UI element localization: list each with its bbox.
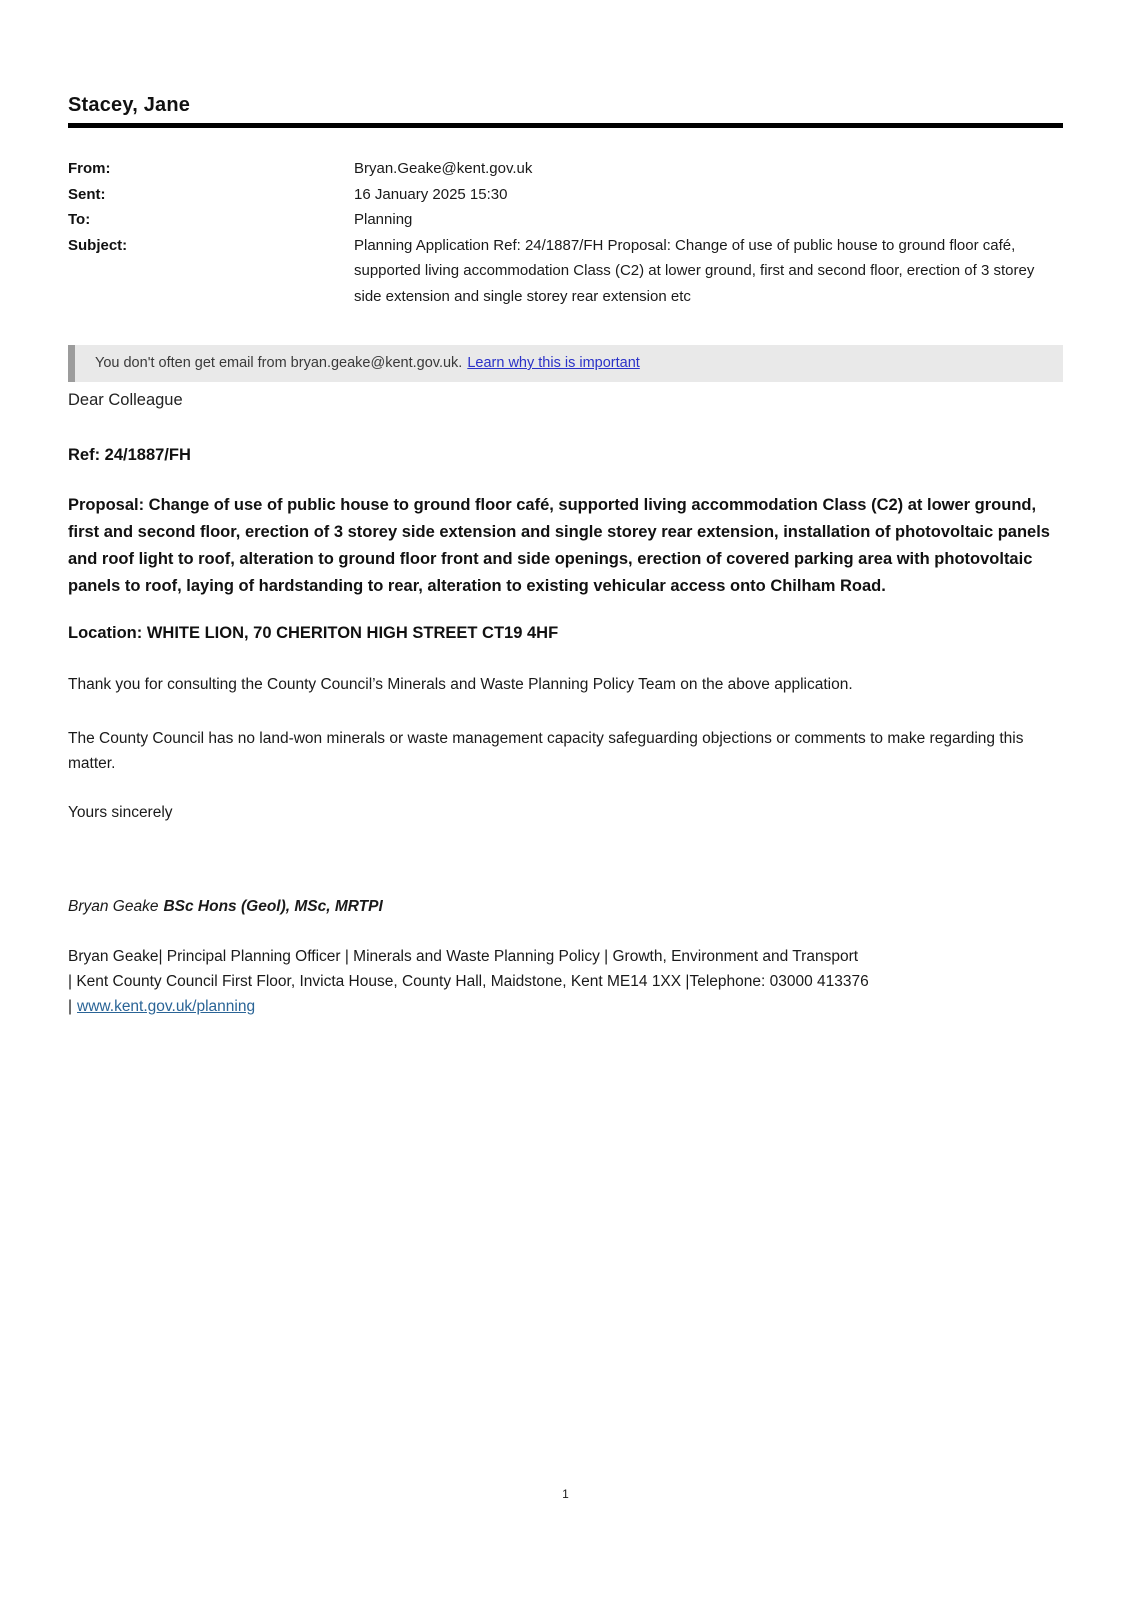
contact-line: | Kent County Council First Floor, Invicta House, County Hall, Maidstone, Kent ME14 1XX |Telephone: 03000 413376: [68, 973, 869, 990]
signature-line: [68, 898, 1063, 916]
to-label: To:: [68, 211, 91, 228]
recipient-title: Stacey, Jane: [68, 94, 191, 116]
from-value: Bryan.Geake@kent.gov.uk: [354, 160, 533, 177]
contact-line: Bryan Geake| Principal Planning Officer | Minerals and Waste Planning Policy | Growth, Environment and Transport: [68, 948, 859, 965]
proposal-paragraph: Proposal: Change of use of public house to ground floor café, supported living accommodation Class (C2) at lower ground, first and second floor, erection of 3 storey side extension and single storey rear extension, installation of photovoltaic panels and roof light to roof, alteration to ground floor front and side openings, erection of covered parking area with photovoltaic panels to roof, laying of hardstanding to rear, alteration to existing vehicular access onto Chilham Road.: [68, 496, 1050, 595]
email-header-fields: [68, 156, 1063, 309]
location-line: Location: WHITE LION, 70 CHERITON HIGH STREET CT19 4HF: [68, 624, 559, 642]
sent-value: 16 January 2025 15:30: [354, 185, 508, 203]
external-sender-banner: [68, 345, 1063, 382]
page-number: 1: [562, 1487, 569, 1501]
subject-row: [68, 233, 1063, 310]
sent-row: [68, 182, 1063, 208]
subject-label: Subject:: [68, 236, 128, 254]
from-row: [68, 156, 1063, 182]
signature-name: Bryan Geake: [68, 898, 159, 915]
learn-why-link[interactable]: Learn why this is important: [467, 355, 640, 371]
consultation-paragraph: Thank you for consulting the County Council’s Minerals and Waste Planning Policy Team on the above application.: [68, 676, 853, 693]
to-row: [68, 207, 1063, 233]
no-objection-paragraph: The County Council has no land-won minerals or waste management capacity safeguarding objections or comments to make regarding this matter.: [68, 730, 1024, 772]
closing-line: Yours sincerely: [68, 804, 173, 821]
to-value: Planning: [354, 211, 413, 228]
contact-line-prefix: |: [68, 998, 73, 1015]
planning-website-link[interactable]: www.kent.gov.uk/planning: [77, 998, 256, 1015]
ref-line: Ref: 24/1887/FH: [68, 446, 191, 464]
sent-label: Sent:: [68, 185, 106, 203]
salutation: Dear Colleague: [68, 391, 183, 409]
subject-value: Planning Application Ref: 24/1887/FH Proposal: Change of use of public house to ground floor café, supported living accommodation Class (C2) at lower ground, first and second floor, erection of 3 storey side extension and single storey rear extension etc: [354, 236, 1035, 305]
banner-text: You don't often get email from bryan.geake@kent.gov.uk.: [95, 355, 463, 371]
header-divider: [68, 123, 1063, 128]
from-label: From:: [68, 160, 111, 177]
signature-credentials: BSc Hons (Geol), MSc, MRTPI: [163, 898, 383, 915]
contact-line: [68, 994, 1063, 1019]
contact-block: [68, 944, 1063, 1019]
